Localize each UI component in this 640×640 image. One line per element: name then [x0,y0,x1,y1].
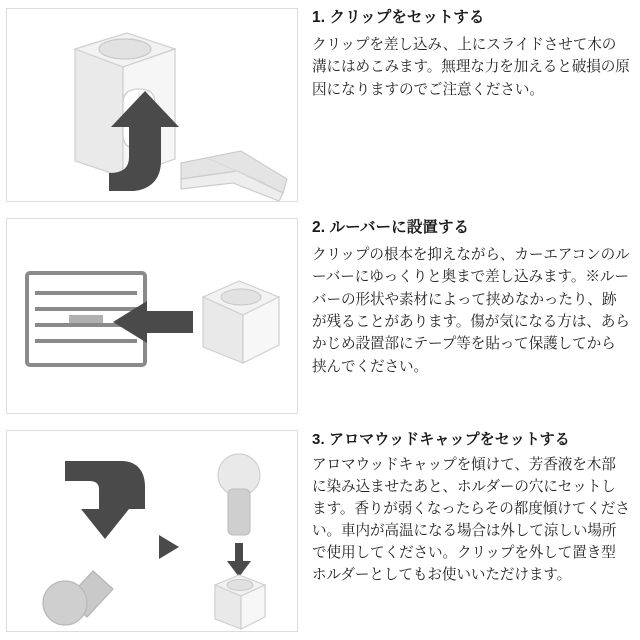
step-2-title: 2. ルーバーに設置する [312,219,470,236]
step-2-body: クリップの根本を抑えながら、カーエアコンのルーバーにゆっくりと奥まで差し込みます。※ルーバーの形状や素材によって挟めなかったり、跡が残ることがあります。傷が気になる方は、あらかじめ設置部にテープ等を貼って保護してから挟んでください。 [312,246,630,375]
tilt-cap-illustration [29,453,161,629]
figure-step-2 [6,218,298,414]
insert-arrow-icon [99,87,185,197]
step-1 [0,0,640,210]
step-2-text [298,218,634,378]
step-3 [0,422,640,640]
step-1-text [298,8,634,101]
insert-cap-illustration [157,449,293,632]
push-arrow-icon [111,299,195,345]
step-2 [0,210,640,422]
figure-step-3 [6,430,298,632]
step-3-body: アロマウッドキャップを傾けて、芳香液を木部に染み込ませたあと、ホルダーの穴にセットします。香りが弱くなったらその都度傾けてください。車内が高温になる場合は外して涼しい場所で使用してください。クリップを外して置き型ホルダーとしてもお使いいただけます。 [312,457,630,583]
figure-step-1 [6,8,298,202]
step-3-title: 3. アロマウッドキャップをセットする [312,431,570,448]
clip-illustration [179,149,291,202]
step-1-title: 1. クリップをセットする [312,9,485,26]
step-3-text [298,430,634,587]
holder-illustration [183,271,287,375]
step-1-body: クリップを差し込み、上にスライドさせて木の溝にはめこみます。無理な力を加えると破損の原因になりますのでご注意ください。 [312,36,630,98]
